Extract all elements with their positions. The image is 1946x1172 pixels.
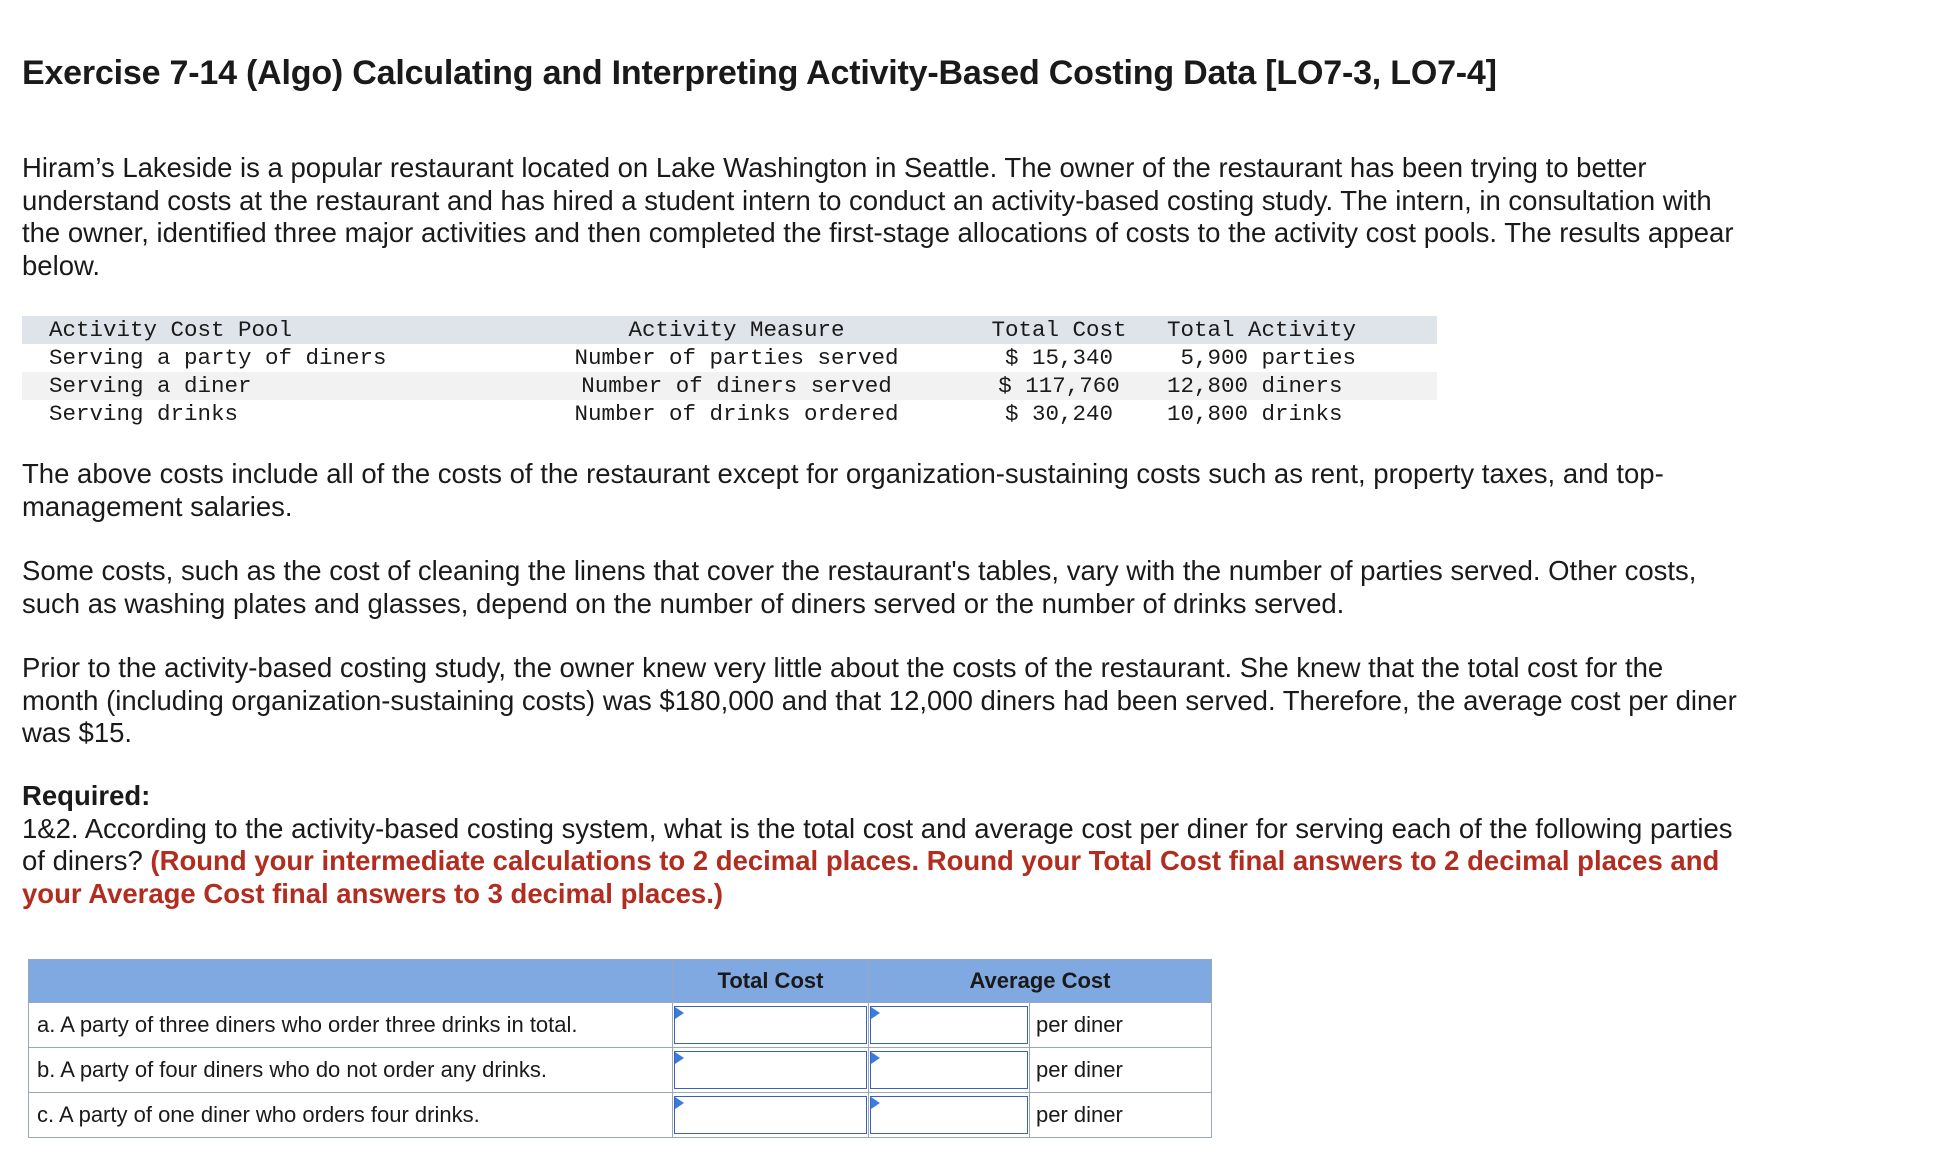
total-cost-input-c[interactable] [674, 1096, 867, 1134]
prior-study-paragraph: Prior to the activity-based costing study, the owner knew very little about the costs of the restaurant. She knew that the total cost for the month (including organization-sustaining costs) was $180,000 and that 12,000 diners had been served. Therefore, the average cost per diner was $15. [22, 652, 1737, 748]
input-marker-icon [675, 1052, 684, 1064]
header-total-cost: Total Cost [959, 316, 1159, 344]
header-total-activity: Total Activity [1159, 316, 1437, 344]
table-row [22, 372, 1437, 400]
unit-label: per diner [1030, 1003, 1212, 1048]
table-row [29, 1048, 1212, 1093]
activity-table-header [22, 316, 1437, 344]
total-cost-input-b[interactable] [674, 1051, 867, 1089]
input-marker-icon [871, 1097, 880, 1109]
header-cost-pool: Activity Cost Pool [22, 316, 514, 344]
page-title: Exercise 7-14 (Algo) Calculating and Interpreting Activity-Based Costing Data [LO7-3, LO7-4] [22, 54, 1497, 92]
total-activity-cell: 5,900 parties [1167, 345, 1357, 371]
table-row [29, 1003, 1212, 1048]
average-cost-input-b[interactable] [870, 1051, 1028, 1089]
table-row [22, 400, 1437, 428]
total-cost-cell: $ 117,760 [959, 372, 1159, 400]
total-cost-cell: $ 30,240 [1004, 401, 1114, 427]
header-activity-measure: Activity Measure [514, 316, 959, 344]
input-marker-icon [871, 1052, 880, 1064]
average-cost-input-a[interactable] [870, 1006, 1028, 1044]
header-average-cost: Average Cost [869, 960, 1212, 1003]
header-total-cost: Total Cost [673, 960, 869, 1003]
answer-table-header [29, 960, 1212, 1003]
costs-vary-paragraph: Some costs, such as the cost of cleaning the linens that cover the restaurant's tables, vary with the number of parties served. Other costs, such as washing plates and glasses, depend on the number of diners served or the number of drinks served. [22, 555, 1697, 619]
answer-table [28, 959, 1212, 1138]
party-description: b. A party of four diners who do not order any drinks. [29, 1048, 673, 1093]
unit-label: per diner [1030, 1093, 1212, 1138]
input-marker-icon [675, 1007, 684, 1019]
input-marker-icon [871, 1007, 880, 1019]
header-blank [29, 960, 673, 1003]
total-cost-cell: $ 15,340 [1004, 345, 1114, 371]
activity-measure-cell: Number of drinks ordered [574, 401, 899, 427]
required-question: 1&2. According to the activity-based costing system, what is the total cost and average cost per diner for serving each of the following parties of diners? [22, 812, 1733, 876]
table-row [29, 1093, 1212, 1138]
activity-cost-table [22, 316, 1437, 428]
input-marker-icon [675, 1097, 684, 1109]
total-activity-cell: 12,800 diners [1159, 372, 1437, 400]
total-activity-cell: 10,800 drinks [1167, 401, 1343, 427]
table-row [22, 344, 1437, 372]
rounding-instruction: (Round your intermediate calculations to 2 decimal places. Round your Total Cost final answers to 2 decimal places and your Average Cost final answers to 3 decimal places.) [22, 845, 1720, 909]
activity-measure-cell: Number of parties served [574, 345, 899, 371]
cost-pool-cell: Serving a party of diners [49, 345, 387, 371]
required-label: Required: [22, 780, 151, 811]
required-section [22, 780, 1742, 910]
party-description: c. A party of one diner who orders four drinks. [29, 1093, 673, 1138]
total-cost-input-a[interactable] [674, 1006, 867, 1044]
party-description: a. A party of three diners who order three drinks in total. [29, 1003, 673, 1048]
average-cost-input-c[interactable] [870, 1096, 1028, 1134]
cost-pool-cell: Serving a diner [22, 372, 514, 400]
cost-pool-cell: Serving drinks [49, 401, 239, 427]
activity-measure-cell: Number of diners served [514, 372, 959, 400]
unit-label: per diner [1030, 1048, 1212, 1093]
intro-paragraph: Hiram’s Lakeside is a popular restaurant located on Lake Washington in Seattle. The owner of the restaurant has been trying to better understand costs at the restaurant and has hired a student intern to conduct an activity-based costing study. The intern, in consultation with the owner, identified three major activities and then completed the first-stage allocations of costs to the activity cost pools. The results appear below. [22, 152, 1734, 281]
costs-note-paragraph: The above costs include all of the costs of the restaurant except for organization-sustaining costs such as rent, property taxes, and top-management salaries. [22, 458, 1664, 522]
